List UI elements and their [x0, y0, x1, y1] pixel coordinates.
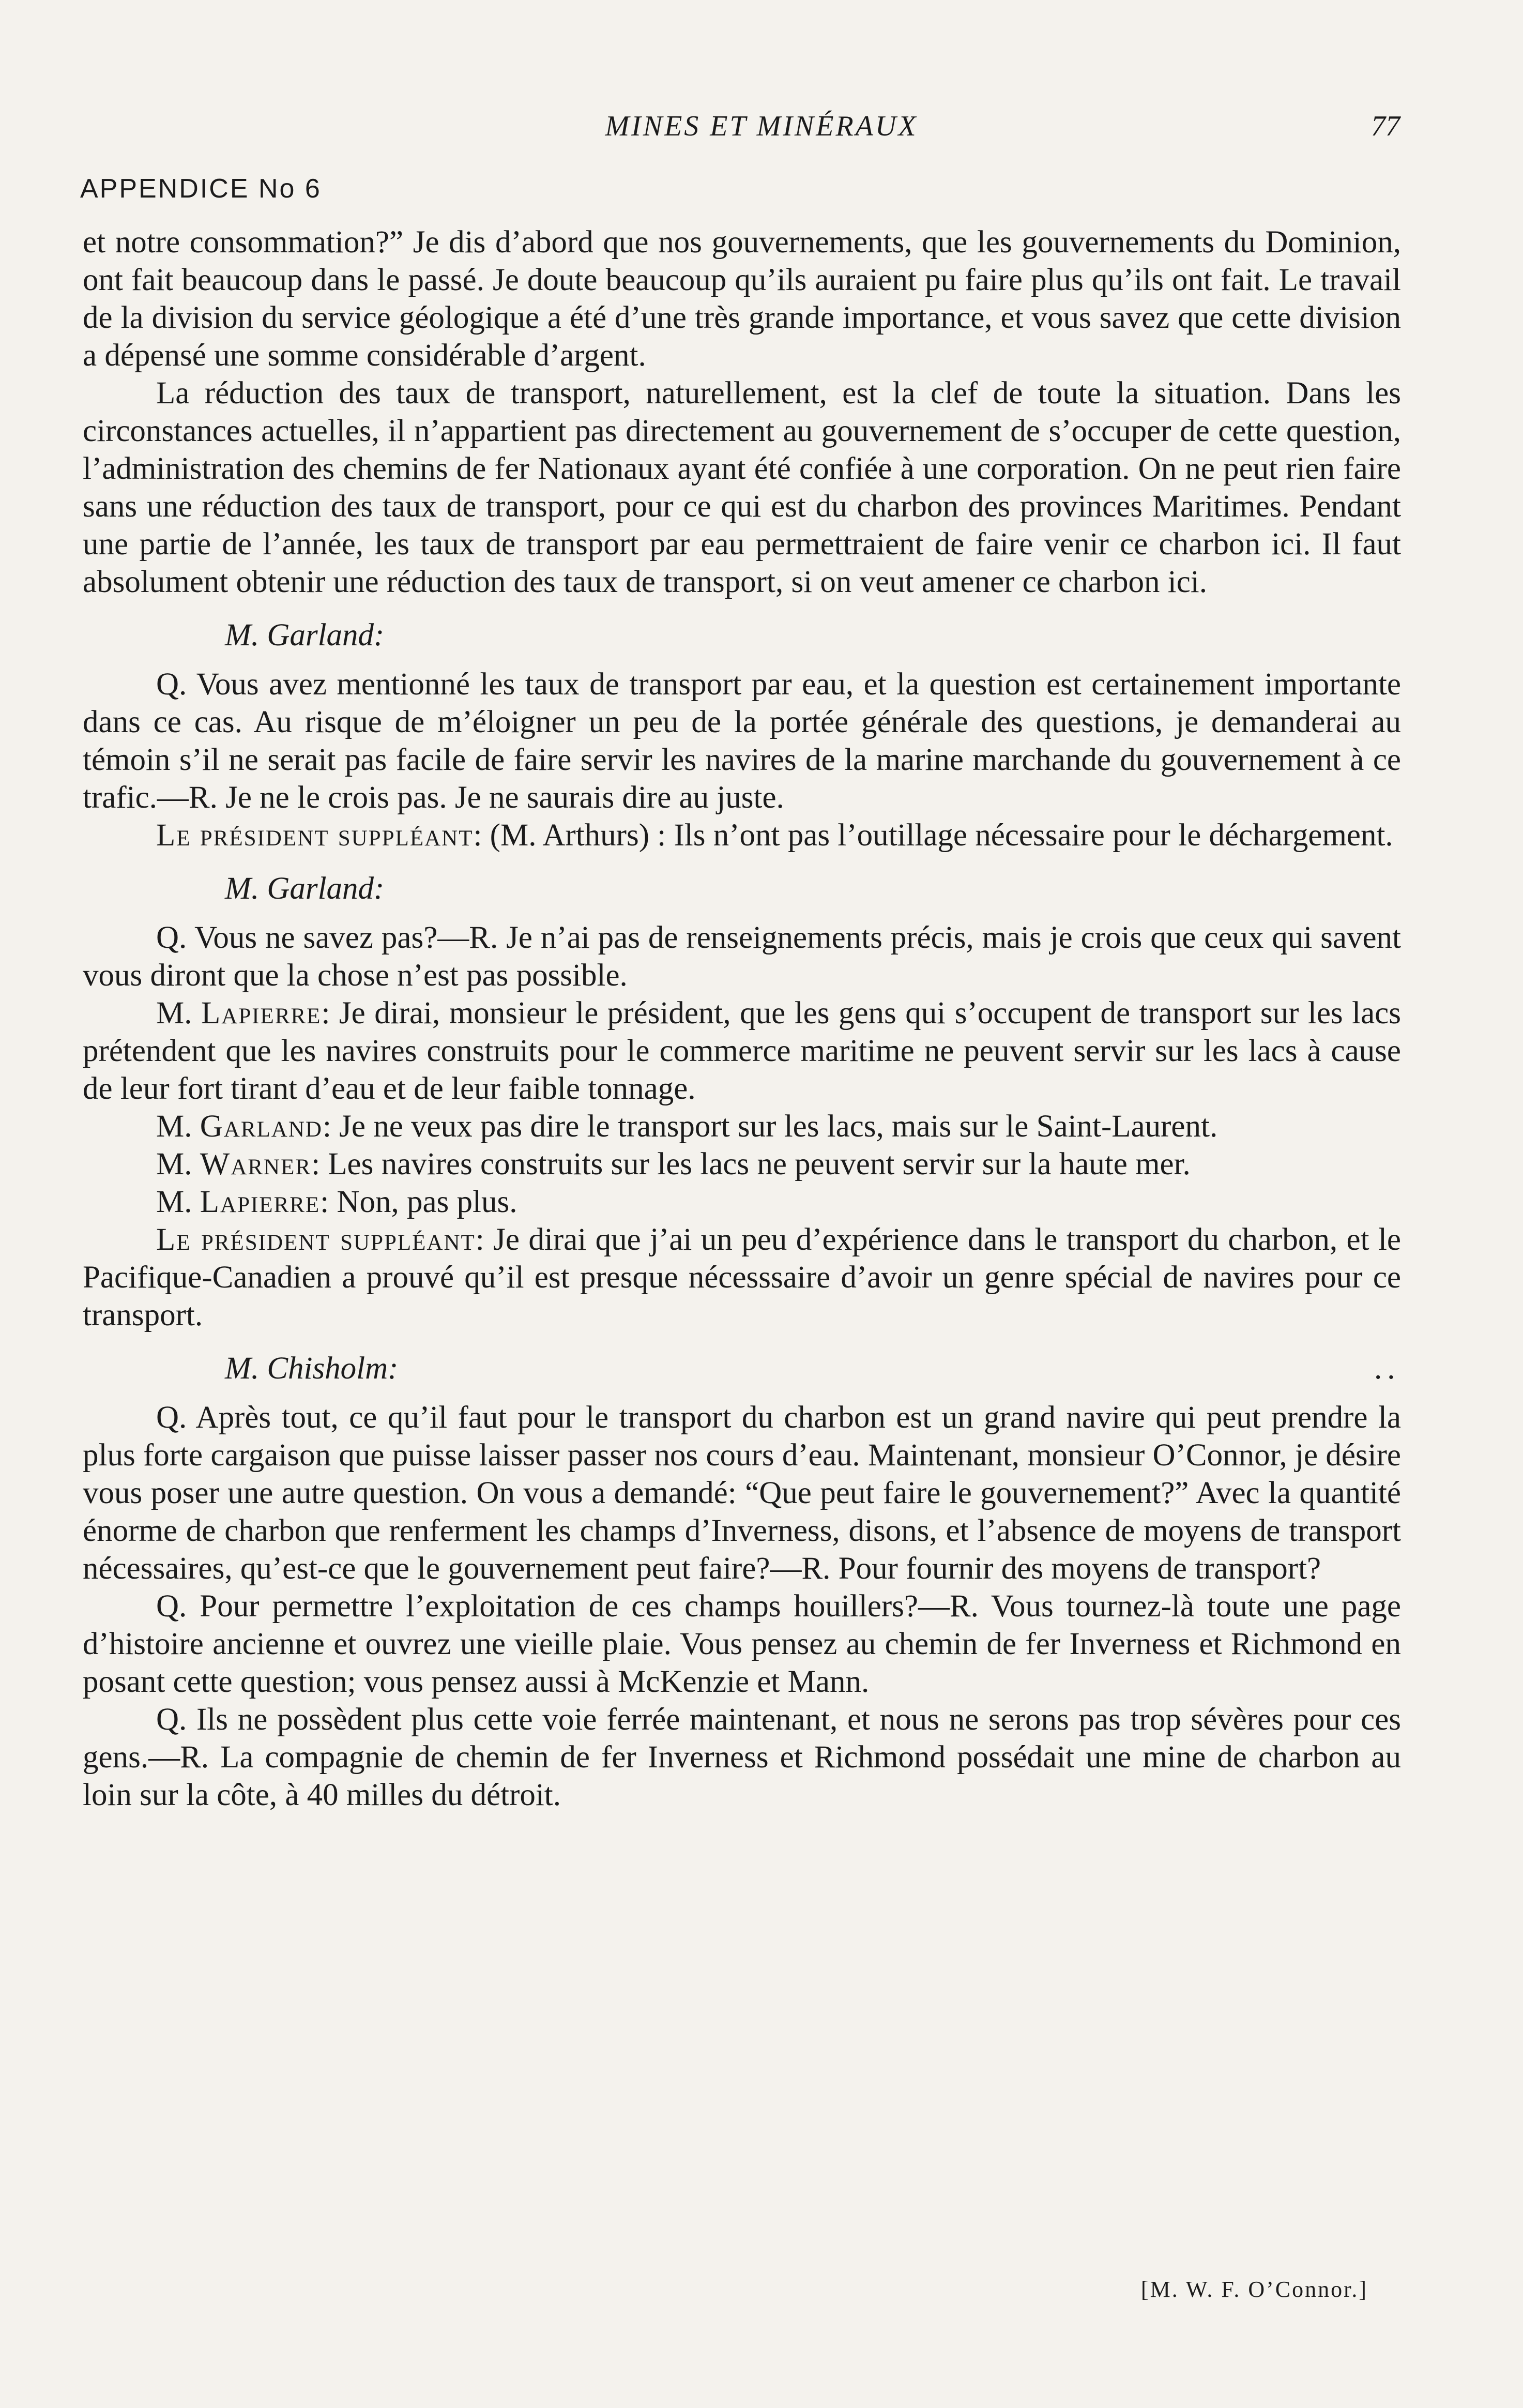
- speaker-prefix: M.: [156, 1185, 200, 1219]
- paragraph: [83, 994, 1401, 1108]
- paragraph: Q. Après tout, ce qu’il faut pour le transport du charbon est un grand navire qui peut prendre la plus forte cargaison que puisse laisser passer nos cours d’eau. Maintenant, monsieur O’Connor, je désire vous poser une autre question. On vous a demandé: “Que peut faire le gouvernement?” Avec la quantité énorme de charbon que renferment les champs d’Inverness, disons, et l’absence de moyens de transport nécessaires, qu’est-ce que le gouvernement peut faire?—R. Pour fournir des moyens de transport?: [83, 1400, 1401, 1586]
- page-number: 77: [1371, 110, 1400, 142]
- speaker-name: Lapierre: [200, 1185, 321, 1219]
- speaker-prefix: M.: [156, 996, 201, 1031]
- body-text: [83, 223, 1401, 1814]
- speech-text: : Je dirai, monsieur le président, que les gens qui s’occupent de transport sur les lacs prétendent que les navires construits pour le commerce maritime ne peuvent servir sur les lacs à cause de leur fort tirant d’eau et de leur faible tonnage.: [83, 996, 1401, 1106]
- speech-text: : Les navires construits sur les lacs ne peuvent servir sur la haute mer.: [311, 1147, 1191, 1182]
- paragraph: [83, 1108, 1401, 1145]
- speaker-heading: M. Garland:: [225, 871, 385, 906]
- paragraph: [83, 816, 1401, 854]
- paragraph: Q. Vous avez mentionné les taux de transport par eau, et la question est certainement importante dans ce cas. Au risque de m’éloigner un peu de la portée générale des questions, je demanderai au témoin s’il ne serait pas facile de faire servir les navires de la marine marchande du gouvernement à ce trafic.—R. Je ne le crois pas. Je ne saurais dire au juste.: [83, 667, 1401, 815]
- speech-text: : Je dirai que j’ai un peu d’expérience dans le transport du charbon, et le Pacifique-Canadien a prouvé qu’il est presque nécesssaire d’avoir un genre spécial de navires pour ce transport.: [83, 1222, 1401, 1332]
- speaker-name: Garland: [200, 1109, 323, 1144]
- speech-text: : Non, pas plus.: [320, 1185, 517, 1219]
- witness-attribution: [M. W. F. O’Connor.]: [1140, 2277, 1368, 2302]
- paragraph: et notre consommation?” Je dis d’abord que nos gouvernements, que les gouvernements du Dominion, ont fait beaucoup dans le passé. Je doute beaucoup qu’ils auraient pu faire plus qu’ils ont fait. Le travail de la division du service géologique a été d’une très grande importance, et vous savez que cette division a dépensé une somme considérable d’argent.: [83, 225, 1401, 373]
- speaker-name: Le président suppléant: [156, 1222, 476, 1257]
- speaker-name: Warner: [200, 1147, 312, 1182]
- appendix-label: APPENDICE No 6: [80, 174, 322, 204]
- paragraph: [83, 1183, 1401, 1221]
- speech-text: : Je ne veux pas dire le transport sur les lacs, mais sur le Saint-Laurent.: [322, 1109, 1218, 1144]
- speaker-name: Le président suppléant: [156, 818, 474, 853]
- speaker-heading: [83, 1350, 1401, 1387]
- paragraph: Q. Vous ne savez pas?—R. Je n’ai pas de renseignements précis, mais je crois que ceux qui savent vous diront que la chose n’est pas possible.: [83, 920, 1401, 993]
- paragraph: Q. Pour permettre l’exploitation de ces champs houillers?—R. Vous tournez-là toute une page d’histoire ancienne et ouvrez une vieille plaie. Vous pensez au chemin de fer Inverness et Richmond en posant cette question; vous pensez aussi à McKenzie et Mann.: [83, 1589, 1401, 1699]
- paragraph: [83, 1145, 1401, 1183]
- speaker-prefix: M.: [156, 1147, 200, 1182]
- speech-text: : (M. Arthurs) : Ils n’ont pas l’outillage nécessaire pour le déchargement.: [473, 818, 1393, 853]
- speaker-heading-text: M. Chisholm:: [225, 1351, 399, 1386]
- speaker-heading: M. Garland:: [225, 618, 385, 653]
- paragraph: La réduction des taux de transport, naturellement, est la clef de toute la situation. Dans les circonstances actuelles, il n’appartient pas directement au gouvernement de s’occuper de cette question, l’administration des chemins de fer Nationaux ayant été confiée à une corporation. On ne peut rien faire sans une réduction des taux de transport, pour ce qui est du charbon des provinces Maritimes. Pendant une partie de l’année, les taux de transport par eau permettraient de faire venir ce charbon ici. Il faut absolument obtenir une réduction des taux de transport, si on veut amener ce charbon ici.: [83, 376, 1401, 599]
- paragraph: [83, 1221, 1401, 1334]
- paragraph: Q. Ils ne possèdent plus cette voie ferrée maintenant, et nous ne serons pas trop sévères pour ces gens.—R. La compagnie de chemin de fer Inverness et Richmond possédait une mine de charbon au loin sur la côte, à 40 milles du détroit.: [83, 1702, 1401, 1812]
- leader-dots: ..: [1375, 1351, 1401, 1386]
- running-title: MINES ET MINÉRAUX: [605, 110, 918, 142]
- speaker-name: Lapierre: [201, 996, 322, 1031]
- speaker-prefix: M.: [156, 1109, 200, 1144]
